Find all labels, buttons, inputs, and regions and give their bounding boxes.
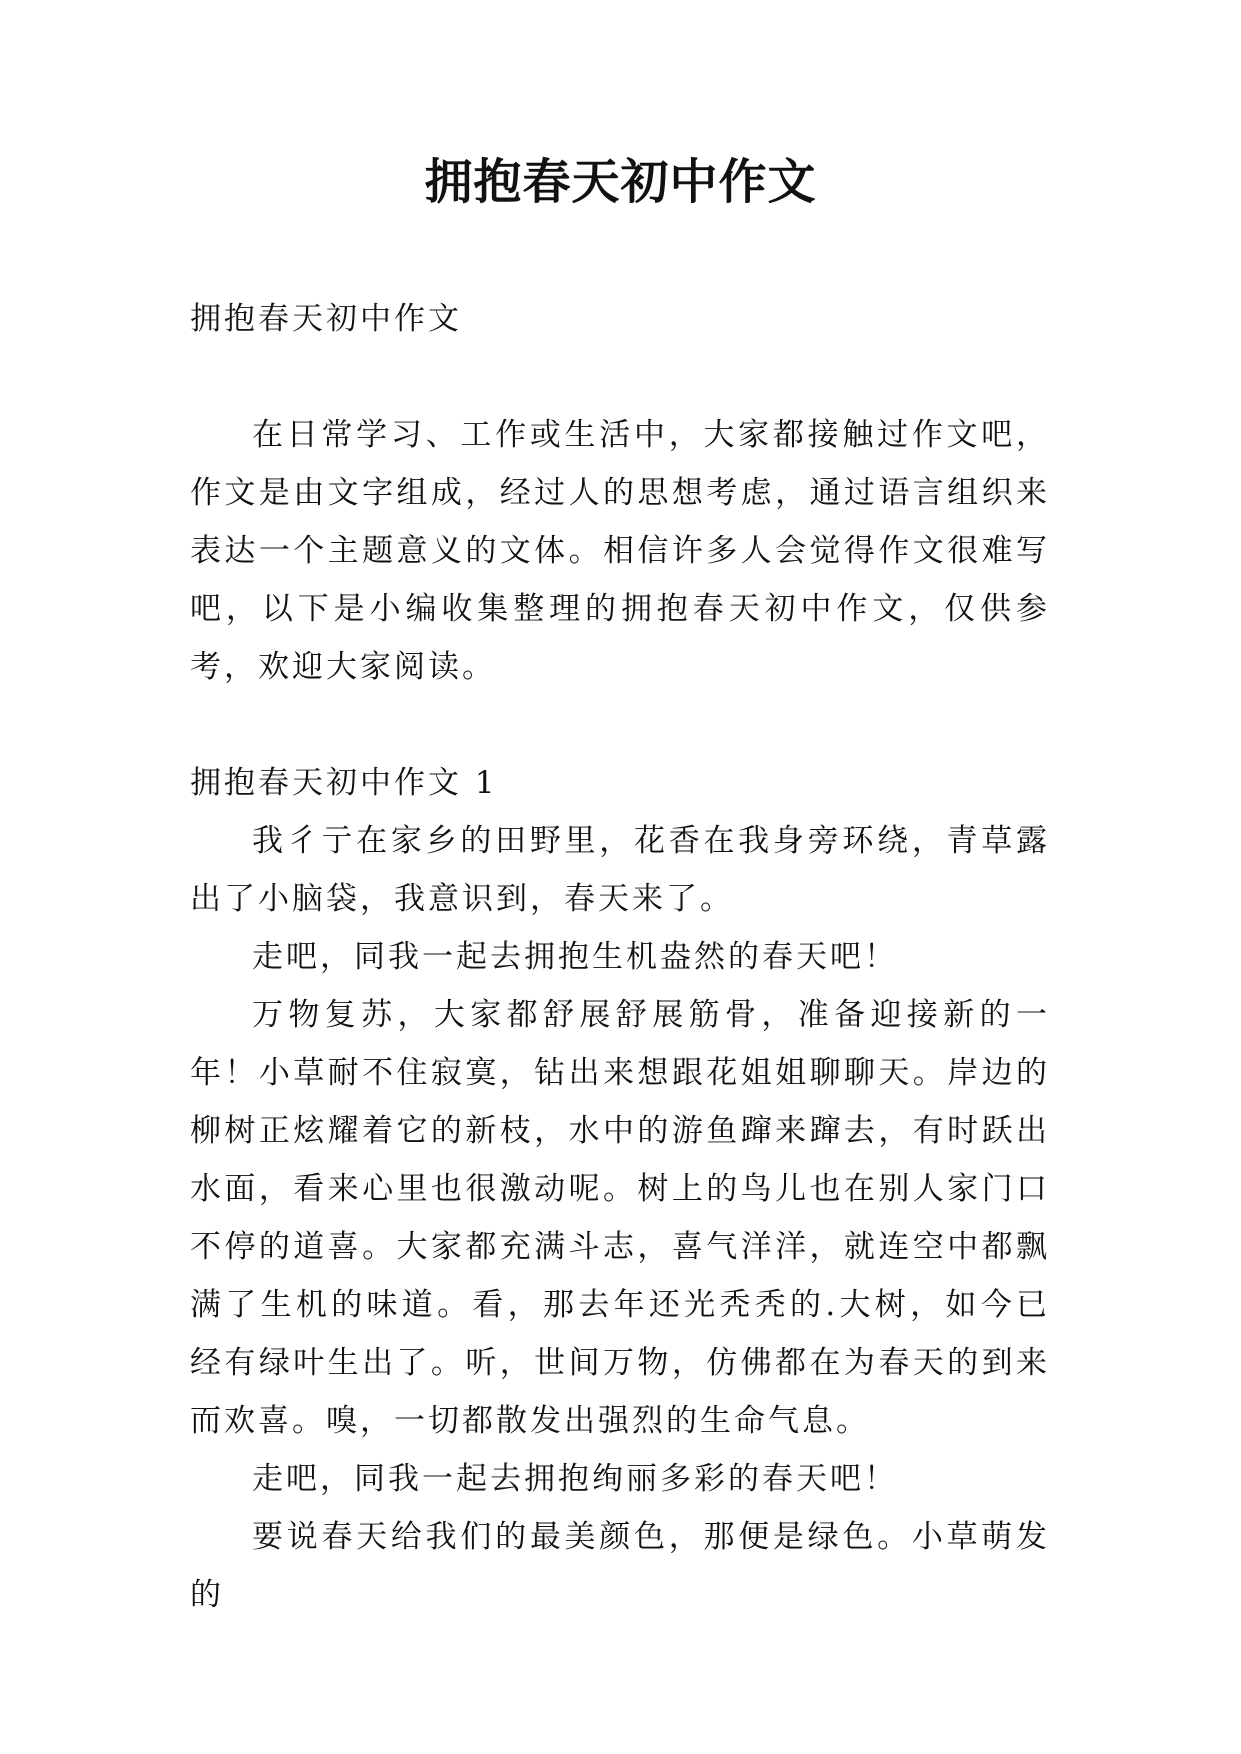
document-body bbox=[190, 290, 1050, 1624]
section-heading: 拥抱春天初中作文 1 bbox=[190, 765, 498, 801]
body-paragraph: 万物复苏，大家都舒展舒展筋骨，准备迎接新的一年！小草耐不住寂寞，钻出来想跟花姐姐聊聊天。岸边的柳树正炫耀着它的新枝，水中的游鱼蹿来蹿去，有时跃出水面，看来心里也很激动呢。树上的鸟儿也在别人家门口不停的道喜。大家都充满斗志，喜气洋洋，就连空中都飘满了生机的味道。看，那去年还光秃秃的.大树，如今已经有绿叶生出了。听，世间万物，仿佛都在为春天的到来而欢喜。嗅，一切都散发出强烈的生命气息。 bbox=[190, 997, 1050, 1439]
body-paragraph: 走吧，同我一起去拥抱绚丽多彩的春天吧！ bbox=[252, 1461, 898, 1497]
body-paragraph: 要说春天给我们的最美颜色，那便是绿色。小草萌发的 bbox=[190, 1519, 1050, 1613]
body-paragraph: 走吧，同我一起去拥抱生机盎然的春天吧！ bbox=[252, 939, 898, 975]
document-subtitle: 拥抱春天初中作文 bbox=[190, 301, 462, 337]
spacer bbox=[190, 348, 1050, 406]
spacer bbox=[190, 696, 1050, 754]
body-paragraph: 我彳亍在家乡的田野里，花香在我身旁环绕，青草露出了小脑袋，我意识到，春天来了。 bbox=[190, 823, 1050, 917]
intro-paragraph: 在日常学习、工作或生活中，大家都接触过作文吧，作文是由文字组成，经过人的思想考虑，通过语言组织来表达一个主题意义的文体。相信许多人会觉得作文很难写吧，以下是小编收集整理的拥抱春天初中作文，仅供参考，欢迎大家阅读。 bbox=[190, 417, 1050, 685]
page-title: 拥抱春天初中作文 bbox=[424, 154, 817, 210]
